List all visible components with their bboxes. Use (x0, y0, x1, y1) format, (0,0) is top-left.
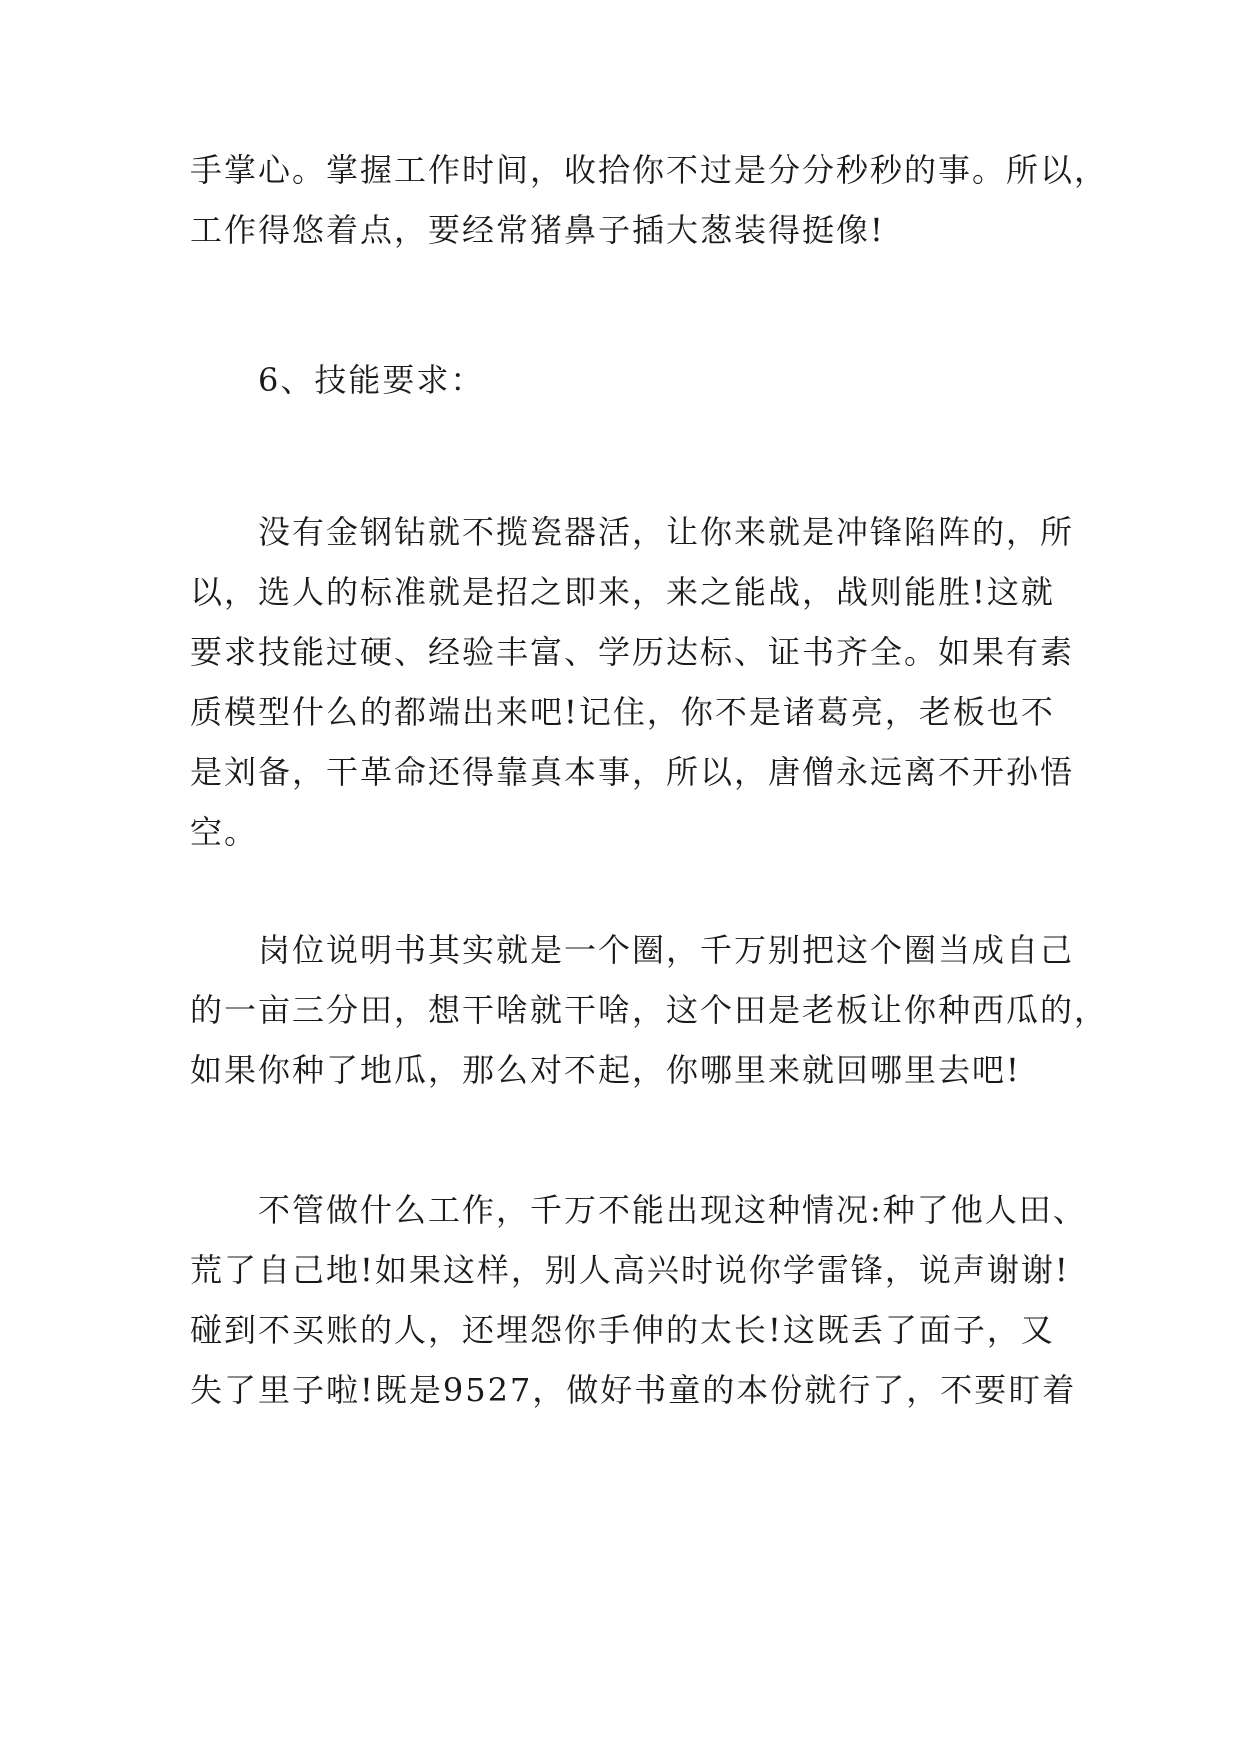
text-line: 的一亩三分田，想干啥就干啥，这个田是老板让你种西瓜的， (190, 991, 1109, 1029)
paragraph-no-overreach (190, 1180, 1087, 1420)
text-line: 空。 (190, 813, 259, 851)
text-line: 岗位说明书其实就是一个圈，千万别把这个圈当成自己 (258, 931, 1075, 969)
text-line: 没有金钢钻就不揽瓷器活，让你来就是冲锋陷阵的，所 (258, 513, 1075, 551)
paragraph-job-description (190, 920, 1109, 1100)
text-line: 不管做什么工作，千万不能出现这种情况:种了他人田、 (258, 1191, 1087, 1229)
text-line: 碰到不买账的人，还埋怨你手伸的太长!这既丢了面子，又 (190, 1311, 1055, 1349)
text-line: 以，选人的标准就是招之即来，来之能战，战则能胜!这就 (190, 573, 1055, 611)
text-line: 工作得悠着点，要经常猪鼻子插大葱装得挺像! (190, 211, 885, 249)
text-line: 要求技能过硬、经验丰富、学历达标、证书齐全。如果有素 (190, 633, 1075, 671)
text-line: 质模型什么的都端出来吧!记住，你不是诸葛亮，老板也不 (190, 693, 1055, 731)
text-line: 荒了自己地!如果这样，别人高兴时说你学雷锋，说声谢谢! (190, 1251, 1070, 1289)
paragraph-work-time (190, 140, 1109, 260)
section-heading: 6、技能要求： (258, 361, 485, 399)
paragraph-skills (190, 502, 1075, 862)
text-line: 手掌心。掌握工作时间，收拾你不过是分分秒秒的事。所以， (190, 151, 1109, 189)
text-line: 是刘备，干革命还得靠真本事，所以，唐僧永远离不开孙悟 (190, 753, 1075, 791)
text-line: 如果你种了地瓜，那么对不起，你哪里来就回哪里去吧! (190, 1051, 1021, 1089)
section-heading-skills (190, 350, 1060, 410)
text-line: 失了里子啦!既是9527，做好书童的本份就行了，不要盯着 (190, 1371, 1077, 1409)
